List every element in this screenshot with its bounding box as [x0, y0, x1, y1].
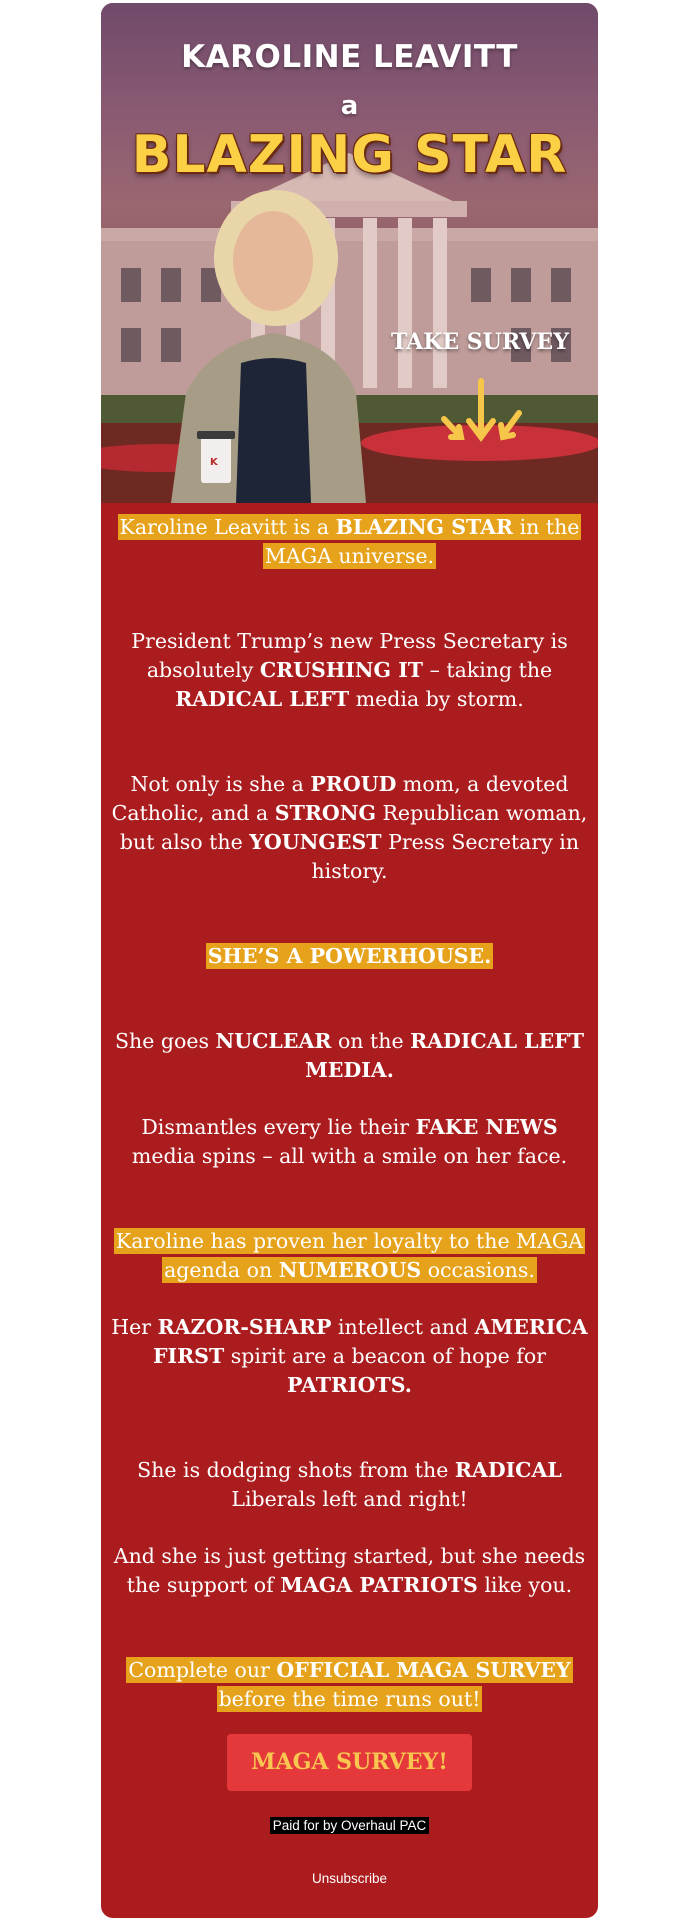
facade — [101, 241, 598, 401]
hero-banner[interactable] — [101, 3, 598, 503]
unsubscribe-link[interactable]: Unsubscribe — [311, 1871, 388, 1886]
highlight-intro: Karoline Leavitt is a BLAZING STAR in the MAGA universe. — [119, 515, 580, 568]
white-house-illustration — [101, 3, 598, 503]
email-card — [101, 3, 598, 1918]
paragraph-nuclear: She goes NUCLEAR on the RADICAL LEFT MEDIA. — [114, 1029, 585, 1082]
paragraph-fake-news: Dismantles every lie their FAKE NEWS media spins – all with a smile on her face. — [131, 1115, 568, 1168]
balustrade — [101, 228, 598, 242]
email-body — [101, 503, 598, 1893]
paragraph-complete-survey — [111, 1656, 588, 1714]
paragraph-intro — [111, 513, 588, 571]
face — [233, 211, 313, 311]
take-survey-label[interactable]: TAKE SURVEY — [391, 329, 569, 355]
top — [236, 358, 311, 503]
cta-container — [111, 1734, 588, 1791]
paragraph-proud-mom: Not only is she a PROUD mom, a devoted Catholic, and a STRONG Republican woman, but also the YOUNGEST Press Secretary in history. — [111, 772, 588, 883]
hero-title-star: BLAZING STAR — [131, 125, 568, 185]
hero-title-name: KAROLINE LEAVITT — [181, 39, 518, 75]
paragraph-powerhouse — [111, 942, 588, 971]
hero-title-a: a — [340, 91, 359, 121]
cup-logo: K — [210, 457, 218, 468]
paragraph-razor-sharp: Her RAZOR-SHARP intellect and AMERICA FIRST spirit are a beacon of hope for PATRIOTS. — [111, 1315, 588, 1397]
maga-survey-button[interactable]: MAGA SURVEY! — [227, 1734, 472, 1791]
paid-for-disclaimer: Paid for by Overhaul PAC — [111, 1811, 588, 1840]
highlight-loyalty: Karoline has proven her loyalty to the MAGA agenda on NUMEROUS occasions. — [115, 1229, 584, 1282]
highlight-powerhouse: SHE’S A POWERHOUSE. — [207, 944, 492, 968]
paragraph-dodging: She is dodging shots from the RADICAL Liberals left and right! — [137, 1458, 562, 1511]
cup-lid — [197, 431, 235, 439]
paragraph-getting-started: And she is just getting started, but she needs the support of MAGA PATRIOTS like you. — [113, 1544, 586, 1597]
paragraph-loyalty — [111, 1227, 588, 1285]
paragraph-press-secretary: President Trump’s new Press Secretary is absolutely CRUSHING IT – taking the RADICAL LEFT media by storm. — [131, 629, 568, 711]
highlight-complete-survey: Complete our OFFICIAL MAGA SURVEY before the time runs out! — [128, 1658, 571, 1711]
